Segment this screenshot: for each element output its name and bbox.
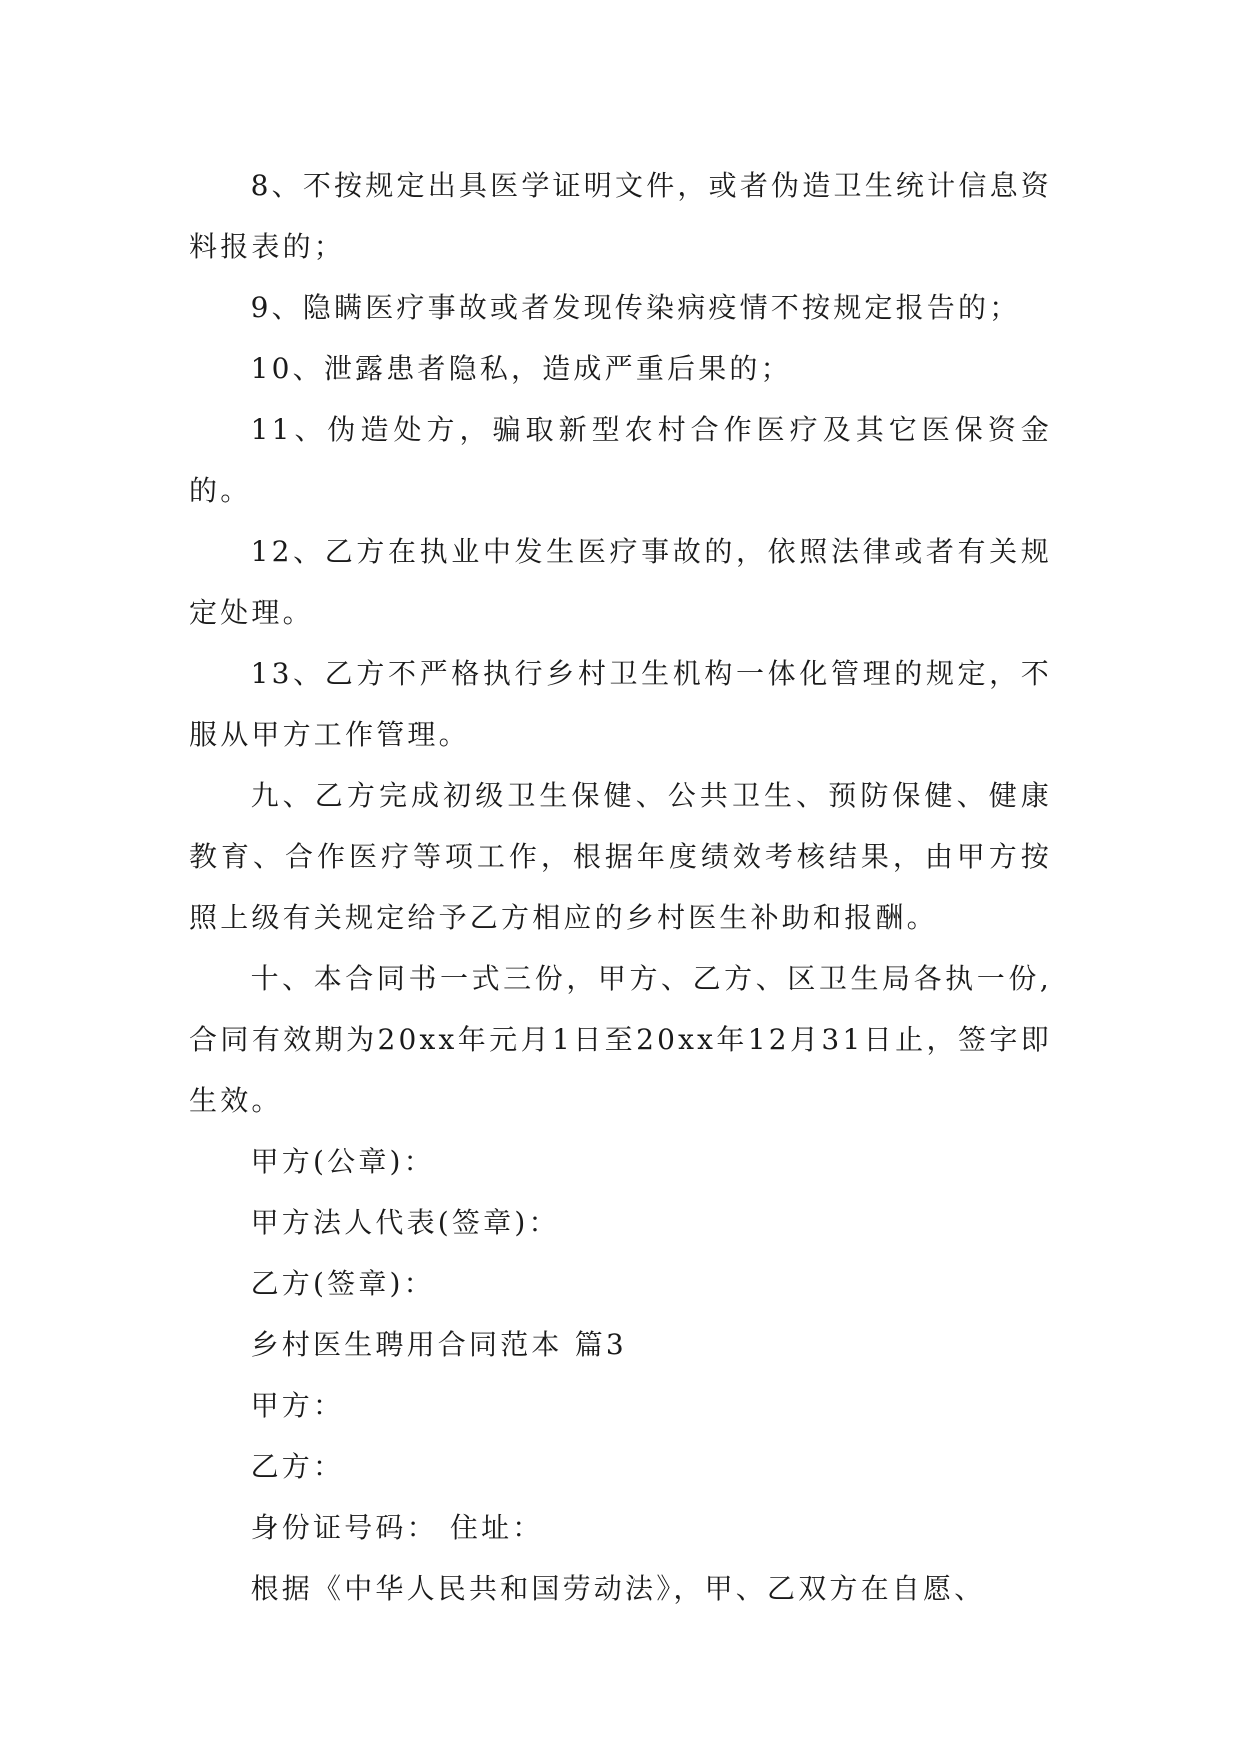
clause-12: 12、乙方在执业中发生医疗事故的，依照法律或者有关规定处理。: [189, 535, 1052, 629]
clause-8: 8、不按规定出具医学证明文件，或者伪造卫生统计信息资料报表的；: [189, 169, 1052, 263]
clause-9: 9、隐瞒医疗事故或者发现传染病疫情不按规定报告的；: [250, 291, 1021, 324]
clause-11: 11、伪造处方，骗取新型农村合作医疗及其它医保资金的。: [189, 413, 1052, 507]
party-a-line: 甲方：: [250, 1389, 345, 1422]
party-a-seal-line: 甲方(公章)：: [250, 1145, 435, 1178]
party-b-line: 乙方：: [250, 1450, 345, 1483]
section-heading: 乡村医生聘用合同范本 篇3: [250, 1328, 627, 1361]
clause-10: 10、泄露患者隐私，造成严重后果的；: [250, 352, 792, 385]
article-10: 十、本合同书一式三份，甲方、乙方、区卫生局各执一份,合同有效期为20xx年元月1日至20xx年12月31日止，签字即生效。: [189, 962, 1052, 1117]
intro-paragraph: 根据《中华人民共和国劳动法》，甲、乙双方在自愿、: [250, 1572, 986, 1605]
id-address-line: 身份证号码： 住址：: [250, 1511, 544, 1544]
document-body: [189, 155, 1052, 1619]
party-b-signature-line: 乙方(签章)：: [250, 1267, 435, 1300]
article-9: 九、乙方完成初级卫生保健、公共卫生、预防保健、健康教育、合作医疗等项工作，根据年度绩效考核结果，由甲方按照上级有关规定给予乙方相应的乡村医生补助和报酬。: [189, 779, 1052, 934]
clause-13: 13、乙方不严格执行乡村卫生机构一体化管理的规定，不服从甲方工作管理。: [189, 657, 1052, 751]
party-a-legal-rep-line: 甲方法人代表(签章)：: [250, 1206, 560, 1239]
